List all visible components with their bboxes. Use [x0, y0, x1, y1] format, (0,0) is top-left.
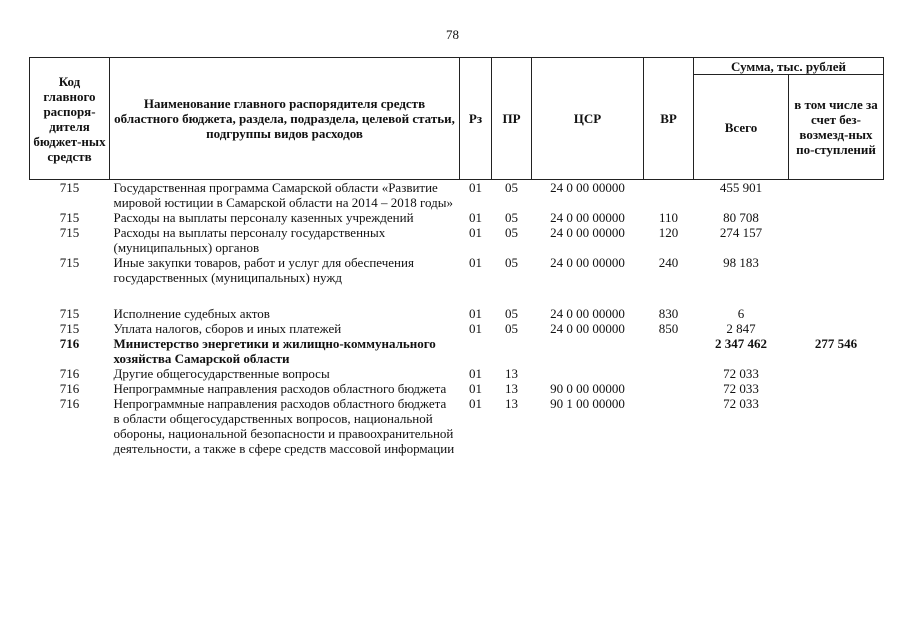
cell-vr: 850 [658, 321, 679, 336]
table-row [30, 180, 884, 211]
cell-rz: 01 [469, 366, 482, 381]
budget-table [29, 57, 884, 456]
cell-rz: 01 [469, 396, 482, 411]
cell-grant [789, 306, 884, 321]
cell-name: Министерство энергетики и жилищно-коммунального хозяйства Самарской области [113, 336, 436, 366]
cell-vr: 830 [658, 306, 679, 321]
cell-vr: 110 [658, 210, 679, 225]
cell-pr: 05 [505, 306, 518, 321]
cell-vr: 120 [658, 225, 679, 240]
cell-total: 98 183 [723, 255, 759, 270]
cell-total: 72 033 [723, 381, 759, 396]
cell-rz: 01 [469, 180, 482, 195]
cell-total: 72 033 [723, 366, 759, 381]
cell-code: 716 [59, 366, 80, 381]
cell-code: 716 [59, 336, 80, 351]
cell-grant [789, 321, 884, 336]
cell-vr [644, 366, 694, 381]
table-row [30, 321, 884, 336]
cell-vr [644, 180, 694, 211]
cell-pr: 05 [505, 210, 518, 225]
cell-grant [789, 210, 884, 225]
table-row [30, 366, 884, 381]
table-row [30, 225, 884, 255]
cell-name: Иные закупки товаров, работ и услуг для обеспечения государственных (муниципальных) нужд [113, 255, 414, 285]
cell-pr: 13 [505, 381, 518, 396]
cell-csr: 24 0 00 00000 [550, 225, 625, 240]
cell-total: 2 847 [726, 321, 756, 336]
header-vr: ВР [644, 58, 694, 180]
cell-pr [492, 336, 532, 366]
table-row [30, 306, 884, 321]
cell-grant: 277 546 [814, 336, 858, 351]
cell-code: 716 [59, 396, 80, 411]
cell-name: Исполнение судебных актов [113, 306, 270, 321]
cell-name: Государственная программа Самарской области «Развитие мировой юстиции в Самарской области на 2014 – 2018 годы» [113, 180, 453, 210]
cell-total: 274 157 [719, 225, 763, 240]
cell-total: 80 708 [723, 210, 759, 225]
cell-csr: 90 1 00 00000 [550, 396, 625, 411]
cell-csr: 24 0 00 00000 [550, 255, 625, 270]
header-csr: ЦСР [532, 58, 644, 180]
cell-total: 72 033 [723, 396, 759, 411]
cell-code: 715 [59, 255, 80, 270]
cell-vr [644, 336, 694, 366]
cell-csr: 24 0 00 00000 [550, 321, 625, 336]
cell-rz: 01 [469, 381, 482, 396]
cell-pr: 05 [505, 321, 518, 336]
cell-code: 716 [59, 381, 80, 396]
cell-grant [789, 180, 884, 211]
cell-name: Расходы на выплаты персоналу казенных учреждений [113, 210, 414, 225]
cell-csr [532, 366, 644, 381]
cell-grant [789, 225, 884, 255]
table-row [30, 210, 884, 225]
cell-pr: 05 [505, 255, 518, 270]
cell-rz: 01 [469, 321, 482, 336]
cell-total: 2 347 462 [715, 336, 767, 351]
cell-csr: 24 0 00 00000 [550, 210, 625, 225]
cell-code: 715 [59, 225, 80, 240]
cell-pr: 13 [505, 396, 518, 411]
cell-pr: 05 [505, 180, 518, 195]
header-grant: в том числе за счет без-возмезд-ных по-ступлений [789, 75, 884, 180]
cell-vr [644, 381, 694, 396]
header-name: Наименование главного распорядителя средств областного бюджета, раздела, подраздела, целевой статьи, подгруппы видов расходов [110, 58, 460, 180]
cell-csr: 90 0 00 00000 [550, 381, 625, 396]
cell-vr: 240 [658, 255, 679, 270]
cell-csr: 24 0 00 00000 [550, 306, 625, 321]
header-pr: ПР [492, 58, 532, 180]
cell-code: 715 [59, 210, 80, 225]
cell-name: Непрограммные направления расходов областного бюджета [113, 381, 447, 396]
cell-code: 715 [59, 180, 80, 195]
cell-rz: 01 [469, 306, 482, 321]
cell-vr [644, 396, 694, 456]
cell-total: 6 [737, 306, 745, 321]
cell-csr [532, 336, 644, 366]
table-header [30, 58, 884, 180]
cell-rz: 01 [469, 255, 482, 270]
cell-rz: 01 [469, 225, 482, 240]
table-row [30, 396, 884, 456]
cell-name: Непрограммные направления расходов областного бюджета в области общегосударственных вопросов, национальной обороны, национальной безопасности и правоохранительной деятельности, а также в сфере средств массовой информации [113, 396, 455, 456]
cell-grant [789, 255, 884, 306]
cell-total: 455 901 [719, 180, 763, 195]
table-row [30, 255, 884, 306]
cell-name: Расходы на выплаты персоналу государственных (муниципальных) органов [113, 225, 386, 255]
cell-grant [789, 396, 884, 456]
cell-csr: 24 0 00 00000 [550, 180, 625, 195]
cell-rz: 01 [469, 210, 482, 225]
cell-name: Другие общегосударственные вопросы [113, 366, 330, 381]
cell-grant [789, 381, 884, 396]
header-rz: Рз [460, 58, 492, 180]
cell-code: 715 [59, 321, 80, 336]
cell-name: Уплата налогов, сборов и иных платежей [113, 321, 342, 336]
table-row [30, 381, 884, 396]
cell-pr: 05 [505, 225, 518, 240]
header-sum: Сумма, тыс. рублей [694, 58, 884, 75]
header-code: Код главного распоря-дителя бюджет-ных средств [30, 58, 110, 180]
page-number: 78 [446, 27, 459, 42]
cell-grant [789, 366, 884, 381]
cell-rz [460, 336, 492, 366]
cell-pr: 13 [505, 366, 518, 381]
table-row [30, 336, 884, 366]
header-total: Всего [694, 75, 789, 180]
table-body [30, 180, 884, 457]
cell-code: 715 [59, 306, 80, 321]
